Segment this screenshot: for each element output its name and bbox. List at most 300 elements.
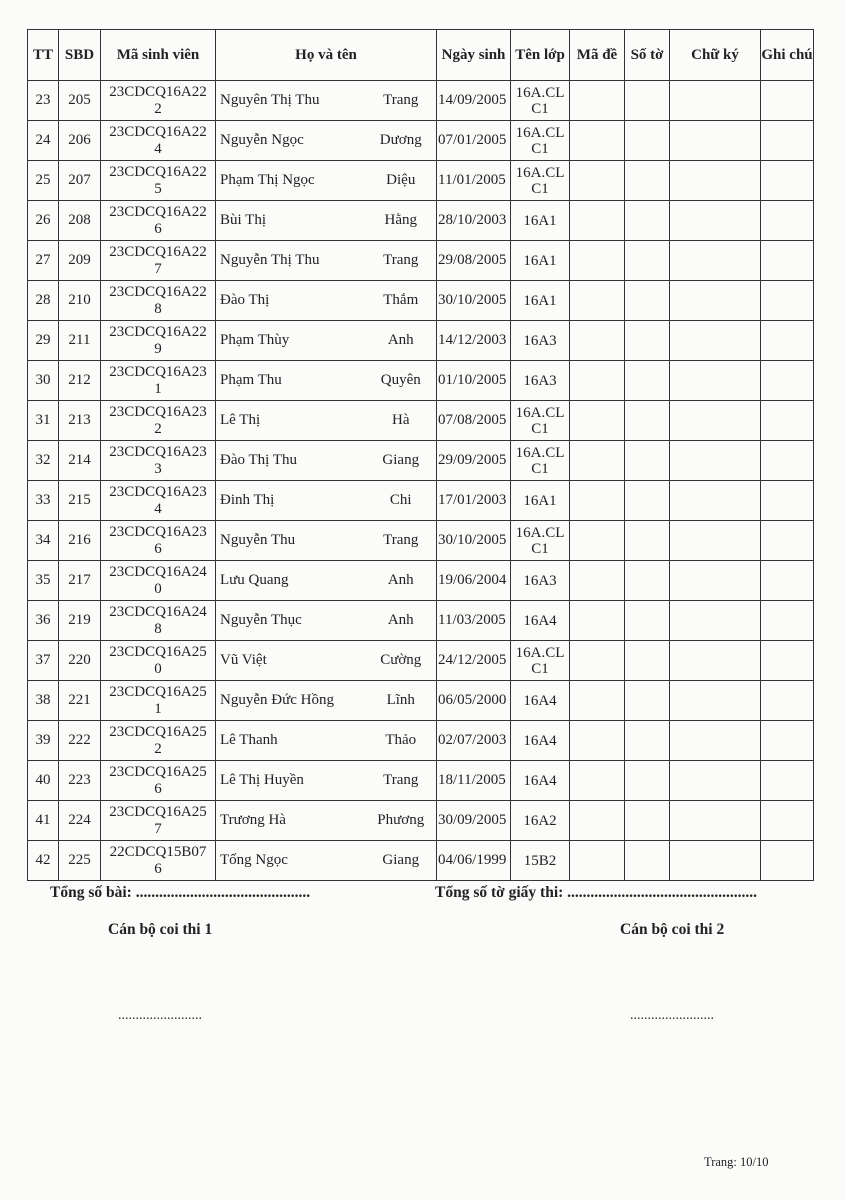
- student-id-line-2: 6: [154, 540, 162, 557]
- cell-ten-lop: [511, 721, 570, 761]
- cell-ma-de[interactable]: [570, 401, 625, 441]
- student-id-line-2: 2: [154, 740, 162, 757]
- cell-sbd: 212: [59, 361, 101, 401]
- cell-ghi-chu[interactable]: [761, 521, 814, 561]
- cell-ma-sinh-vien: [101, 281, 216, 321]
- header-sbd: SBD: [59, 30, 101, 81]
- cell-ho-dem: Nguyễn Thị Thu: [216, 241, 366, 281]
- student-id-line-1: 23CDCQ16A25: [109, 683, 207, 700]
- cell-ho-dem: Đào Thị: [216, 281, 366, 321]
- proctor-2-title: Cán bộ coi thi 2: [620, 921, 725, 938]
- cell-ho-dem: Lê Thị: [216, 401, 366, 441]
- cell-tt: 29: [28, 321, 59, 361]
- cell-ma-sinh-vien: [101, 401, 216, 441]
- cell-ten-lop: [511, 321, 570, 361]
- table-row: [28, 481, 814, 521]
- table-row: [28, 201, 814, 241]
- cell-ten: Chi: [366, 481, 437, 521]
- student-id-line-2: 6: [154, 860, 162, 877]
- class-line-2: C1: [531, 460, 549, 477]
- cell-ghi-chu[interactable]: [761, 681, 814, 721]
- cell-ten: Trang: [366, 81, 437, 121]
- student-id-line-2: 1: [154, 380, 162, 397]
- cell-ghi-chu[interactable]: [761, 361, 814, 401]
- cell-ma-de[interactable]: [570, 721, 625, 761]
- class-line-2: C1: [531, 540, 549, 557]
- cell-ghi-chu[interactable]: [761, 401, 814, 441]
- cell-tt: 27: [28, 241, 59, 281]
- header-ghi-chu: Ghi chú: [761, 30, 814, 81]
- cell-ten: Trang: [366, 761, 437, 801]
- class-line-2: C1: [531, 100, 549, 117]
- student-id-line-1: 23CDCQ16A23: [109, 363, 207, 380]
- table-row: [28, 81, 814, 121]
- cell-ghi-chu[interactable]: [761, 761, 814, 801]
- cell-ten-lop: [511, 561, 570, 601]
- table-row: [28, 161, 814, 201]
- class-line-1: 16A3: [523, 572, 557, 589]
- student-id-line-1: 23CDCQ16A23: [109, 443, 207, 460]
- header-chu-ky: Chữ ký: [670, 30, 761, 81]
- cell-chu-ky[interactable]: [670, 161, 761, 201]
- class-line-1: 16A4: [523, 732, 557, 749]
- cell-so-to[interactable]: [625, 161, 670, 201]
- student-id-line-1: 23CDCQ16A22: [109, 83, 207, 100]
- cell-sbd: 216: [59, 521, 101, 561]
- student-id-line-2: 2: [154, 420, 162, 437]
- cell-ma-de[interactable]: [570, 521, 625, 561]
- cell-ma-sinh-vien: [101, 521, 216, 561]
- cell-tt: 40: [28, 761, 59, 801]
- cell-tt: 30: [28, 361, 59, 401]
- cell-chu-ky[interactable]: [670, 321, 761, 361]
- cell-ten: Trang: [366, 241, 437, 281]
- class-line-1: 16A3: [523, 372, 557, 389]
- cell-ten-lop: [511, 401, 570, 441]
- cell-tt: 28: [28, 281, 59, 321]
- class-line-2: C1: [531, 420, 549, 437]
- cell-ngay-sinh: 07/08/2005: [437, 401, 511, 441]
- header-ten-lop: Tên lớp: [511, 30, 570, 81]
- cell-ten-lop: [511, 641, 570, 681]
- class-line-1: 16A.CL: [515, 444, 565, 461]
- cell-ma-sinh-vien: [101, 361, 216, 401]
- cell-ma-sinh-vien: [101, 121, 216, 161]
- student-id-line-2: 0: [154, 580, 162, 597]
- cell-ten: Giang: [366, 841, 437, 881]
- cell-tt: 25: [28, 161, 59, 201]
- header-row: [28, 30, 814, 81]
- cell-ma-sinh-vien: [101, 641, 216, 681]
- cell-ma-sinh-vien: [101, 561, 216, 601]
- cell-ma-sinh-vien: [101, 81, 216, 121]
- table-row: [28, 801, 814, 841]
- cell-tt: 37: [28, 641, 59, 681]
- cell-chu-ky[interactable]: [670, 121, 761, 161]
- cell-ten: Hà: [366, 401, 437, 441]
- cell-ten: Thảo: [366, 721, 437, 761]
- cell-so-to[interactable]: [625, 481, 670, 521]
- cell-ghi-chu[interactable]: [761, 601, 814, 641]
- cell-so-to[interactable]: [625, 201, 670, 241]
- proctor-1-title: Cán bộ coi thi 1: [108, 921, 213, 938]
- student-id-line-1: 23CDCQ16A22: [109, 123, 207, 140]
- total-papers-label: Tổng số bài: .............................................: [50, 884, 311, 901]
- cell-ho-dem: Phạm Thị Ngọc: [216, 161, 366, 201]
- cell-sbd: 222: [59, 721, 101, 761]
- cell-sbd: 220: [59, 641, 101, 681]
- class-line-1: 16A.CL: [515, 524, 565, 541]
- cell-chu-ky[interactable]: [670, 361, 761, 401]
- cell-ho-dem: Đinh Thị: [216, 481, 366, 521]
- cell-ghi-chu[interactable]: [761, 281, 814, 321]
- cell-ho-dem: Bùi Thị: [216, 201, 366, 241]
- cell-ho-dem: Nguyễn Thục: [216, 601, 366, 641]
- cell-chu-ky[interactable]: [670, 241, 761, 281]
- cell-ten-lop: [511, 801, 570, 841]
- cell-chu-ky[interactable]: [670, 761, 761, 801]
- cell-ho-dem: Nguyên Thị Thu: [216, 81, 366, 121]
- student-id-line-1: 23CDCQ16A24: [109, 603, 207, 620]
- table-row: [28, 441, 814, 481]
- table-row: [28, 401, 814, 441]
- cell-so-to[interactable]: [625, 441, 670, 481]
- cell-chu-ky[interactable]: [670, 441, 761, 481]
- cell-ho-dem: Vũ Việt: [216, 641, 366, 681]
- table-row: [28, 601, 814, 641]
- class-line-1: 16A4: [523, 612, 557, 629]
- cell-ho-dem: Phạm Thùy: [216, 321, 366, 361]
- cell-ma-sinh-vien: [101, 761, 216, 801]
- table-row: [28, 121, 814, 161]
- cell-ma-sinh-vien: [101, 441, 216, 481]
- cell-ghi-chu[interactable]: [761, 201, 814, 241]
- header-ma-sinh-vien: Mã sinh viên: [101, 30, 216, 81]
- cell-ma-sinh-vien: [101, 481, 216, 521]
- cell-ma-de[interactable]: [570, 441, 625, 481]
- cell-ngay-sinh: 11/03/2005: [437, 601, 511, 641]
- cell-ghi-chu[interactable]: [761, 81, 814, 121]
- student-id-line-1: 23CDCQ16A22: [109, 203, 207, 220]
- cell-ten-lop: [511, 521, 570, 561]
- student-id-line-2: 6: [154, 220, 162, 237]
- cell-sbd: 223: [59, 761, 101, 801]
- cell-ngay-sinh: 11/01/2005: [437, 161, 511, 201]
- student-id-line-2: 5: [154, 180, 162, 197]
- student-id-line-2: 6: [154, 780, 162, 797]
- cell-so-to[interactable]: [625, 361, 670, 401]
- table-row: [28, 321, 814, 361]
- cell-chu-ky[interactable]: [670, 721, 761, 761]
- class-line-2: C1: [531, 140, 549, 157]
- cell-tt: 23: [28, 81, 59, 121]
- cell-sbd: 219: [59, 601, 101, 641]
- student-id-line-2: 3: [154, 460, 162, 477]
- cell-ngay-sinh: 02/07/2003: [437, 721, 511, 761]
- class-line-1: 16A.CL: [515, 164, 565, 181]
- student-id-line-1: 23CDCQ16A22: [109, 163, 207, 180]
- cell-chu-ky[interactable]: [670, 201, 761, 241]
- cell-ma-de[interactable]: [570, 761, 625, 801]
- cell-tt: 34: [28, 521, 59, 561]
- cell-ma-de[interactable]: [570, 801, 625, 841]
- cell-ten-lop: [511, 201, 570, 241]
- proctor-1-signature-line: ........................: [118, 1008, 202, 1023]
- cell-chu-ky[interactable]: [670, 481, 761, 521]
- cell-ma-sinh-vien: [101, 601, 216, 641]
- cell-ngay-sinh: 29/08/2005: [437, 241, 511, 281]
- cell-ma-de[interactable]: [570, 841, 625, 881]
- cell-tt: 36: [28, 601, 59, 641]
- class-line-1: 16A.CL: [515, 644, 565, 661]
- cell-ghi-chu[interactable]: [761, 121, 814, 161]
- cell-ma-de[interactable]: [570, 201, 625, 241]
- cell-ho-dem: Nguyễn Đức Hồng: [216, 681, 366, 721]
- cell-ghi-chu[interactable]: [761, 441, 814, 481]
- cell-so-to[interactable]: [625, 761, 670, 801]
- cell-ho-dem: Đào Thị Thu: [216, 441, 366, 481]
- cell-chu-ky[interactable]: [670, 521, 761, 561]
- cell-ho-dem: Trương Hà: [216, 801, 366, 841]
- student-id-line-2: 7: [154, 260, 162, 277]
- student-id-line-2: 8: [154, 620, 162, 637]
- student-id-line-2: 8: [154, 300, 162, 317]
- cell-ghi-chu[interactable]: [761, 241, 814, 281]
- cell-tt: 33: [28, 481, 59, 521]
- cell-ma-sinh-vien: [101, 241, 216, 281]
- table-row: [28, 841, 814, 881]
- table-row: [28, 361, 814, 401]
- cell-ngay-sinh: 14/12/2003: [437, 321, 511, 361]
- table-row: [28, 641, 814, 681]
- cell-ten: Diệu: [366, 161, 437, 201]
- student-id-line-2: 0: [154, 660, 162, 677]
- header-ngay-sinh: Ngày sinh: [437, 30, 511, 81]
- cell-sbd: 221: [59, 681, 101, 721]
- cell-chu-ky[interactable]: [670, 681, 761, 721]
- cell-ngay-sinh: 29/09/2005: [437, 441, 511, 481]
- cell-ngay-sinh: 07/01/2005: [437, 121, 511, 161]
- cell-chu-ky[interactable]: [670, 641, 761, 681]
- cell-chu-ky[interactable]: [670, 801, 761, 841]
- cell-ten-lop: [511, 241, 570, 281]
- cell-ngay-sinh: 30/10/2005: [437, 281, 511, 321]
- cell-ghi-chu[interactable]: [761, 721, 814, 761]
- student-id-line-2: 9: [154, 340, 162, 357]
- cell-ten-lop: [511, 681, 570, 721]
- cell-ngay-sinh: 17/01/2003: [437, 481, 511, 521]
- cell-ma-sinh-vien: [101, 321, 216, 361]
- cell-ten-lop: [511, 441, 570, 481]
- cell-sbd: 207: [59, 161, 101, 201]
- cell-ten: Phương: [366, 801, 437, 841]
- cell-ma-de[interactable]: [570, 281, 625, 321]
- student-id-line-1: 23CDCQ16A22: [109, 243, 207, 260]
- cell-so-to[interactable]: [625, 81, 670, 121]
- cell-ten: Dương: [366, 121, 437, 161]
- cell-ten: Quyên: [366, 361, 437, 401]
- class-line-1: 16A1: [523, 492, 557, 509]
- cell-ma-de[interactable]: [570, 481, 625, 521]
- class-line-2: C1: [531, 660, 549, 677]
- cell-ten-lop: [511, 481, 570, 521]
- student-roster-table: [27, 29, 814, 881]
- cell-ma-de[interactable]: [570, 561, 625, 601]
- cell-ngay-sinh: 28/10/2003: [437, 201, 511, 241]
- cell-so-to[interactable]: [625, 521, 670, 561]
- cell-ma-sinh-vien: [101, 801, 216, 841]
- cell-ma-de[interactable]: [570, 81, 625, 121]
- cell-so-to[interactable]: [625, 641, 670, 681]
- cell-tt: 32: [28, 441, 59, 481]
- cell-ten-lop: [511, 761, 570, 801]
- cell-sbd: 224: [59, 801, 101, 841]
- cell-sbd: 213: [59, 401, 101, 441]
- cell-ma-de[interactable]: [570, 241, 625, 281]
- cell-tt: 35: [28, 561, 59, 601]
- class-line-2: C1: [531, 180, 549, 197]
- cell-ten: Trang: [366, 521, 437, 561]
- cell-ma-de[interactable]: [570, 601, 625, 641]
- class-line-1: 16A4: [523, 772, 557, 789]
- table-row: [28, 281, 814, 321]
- class-line-1: 16A1: [523, 292, 557, 309]
- proctor-2-signature-line: ........................: [630, 1008, 714, 1023]
- cell-ghi-chu[interactable]: [761, 641, 814, 681]
- cell-chu-ky[interactable]: [670, 81, 761, 121]
- student-id-line-1: 23CDCQ16A25: [109, 803, 207, 820]
- cell-ten: Thắm: [366, 281, 437, 321]
- cell-sbd: 217: [59, 561, 101, 601]
- student-id-line-1: 23CDCQ16A25: [109, 723, 207, 740]
- cell-tt: 26: [28, 201, 59, 241]
- cell-ngay-sinh: 01/10/2005: [437, 361, 511, 401]
- cell-ma-de[interactable]: [570, 121, 625, 161]
- cell-chu-ky[interactable]: [670, 401, 761, 441]
- cell-chu-ky[interactable]: [670, 841, 761, 881]
- cell-so-to[interactable]: [625, 281, 670, 321]
- cell-so-to[interactable]: [625, 401, 670, 441]
- cell-sbd: 215: [59, 481, 101, 521]
- student-id-line-2: 4: [154, 140, 162, 157]
- cell-ngay-sinh: 19/06/2004: [437, 561, 511, 601]
- class-line-1: 16A1: [523, 252, 557, 269]
- cell-ten: Anh: [366, 561, 437, 601]
- class-line-1: 16A1: [523, 212, 557, 229]
- cell-ten: Anh: [366, 601, 437, 641]
- cell-ngay-sinh: 14/09/2005: [437, 81, 511, 121]
- student-id-line-2: 7: [154, 820, 162, 837]
- cell-ten-lop: [511, 161, 570, 201]
- cell-ghi-chu[interactable]: [761, 801, 814, 841]
- table-row: [28, 561, 814, 601]
- cell-so-to[interactable]: [625, 241, 670, 281]
- cell-ten-lop: [511, 841, 570, 881]
- cell-ma-sinh-vien: [101, 721, 216, 761]
- cell-ngay-sinh: 06/05/2000: [437, 681, 511, 721]
- class-line-1: 15B2: [523, 852, 557, 869]
- cell-chu-ky[interactable]: [670, 601, 761, 641]
- cell-so-to[interactable]: [625, 601, 670, 641]
- cell-tt: 31: [28, 401, 59, 441]
- cell-ma-de[interactable]: [570, 361, 625, 401]
- roster-body: [28, 81, 814, 881]
- student-id-line-1: 23CDCQ16A24: [109, 563, 207, 580]
- cell-ten: Hằng: [366, 201, 437, 241]
- cell-ho-dem: Tống Ngọc: [216, 841, 366, 881]
- cell-ho-dem: Nguyễn Ngọc: [216, 121, 366, 161]
- cell-ghi-chu[interactable]: [761, 561, 814, 601]
- cell-sbd: 205: [59, 81, 101, 121]
- cell-ghi-chu[interactable]: [761, 161, 814, 201]
- cell-so-to[interactable]: [625, 681, 670, 721]
- cell-sbd: 211: [59, 321, 101, 361]
- table-row: [28, 521, 814, 561]
- student-id-line-1: 23CDCQ16A25: [109, 643, 207, 660]
- table-row: [28, 761, 814, 801]
- student-id-line-1: 22CDCQ15B07: [109, 843, 207, 860]
- cell-so-to[interactable]: [625, 121, 670, 161]
- cell-ma-de[interactable]: [570, 321, 625, 361]
- class-line-1: 16A2: [523, 812, 557, 829]
- cell-ma-de[interactable]: [570, 641, 625, 681]
- cell-ho-dem: Lê Thanh: [216, 721, 366, 761]
- class-line-1: 16A.CL: [515, 124, 565, 141]
- cell-tt: 42: [28, 841, 59, 881]
- cell-tt: 41: [28, 801, 59, 841]
- cell-ghi-chu[interactable]: [761, 841, 814, 881]
- header-so-to: Số tờ: [625, 30, 670, 81]
- cell-ngay-sinh: 04/06/1999: [437, 841, 511, 881]
- cell-ho-dem: Nguyễn Thu: [216, 521, 366, 561]
- cell-ngay-sinh: 30/09/2005: [437, 801, 511, 841]
- class-line-1: 16A.CL: [515, 84, 565, 101]
- cell-ma-de[interactable]: [570, 161, 625, 201]
- cell-sbd: 208: [59, 201, 101, 241]
- cell-chu-ky[interactable]: [670, 281, 761, 321]
- class-line-1: 16A3: [523, 332, 557, 349]
- student-id-line-1: 23CDCQ16A23: [109, 523, 207, 540]
- cell-ten: Giang: [366, 441, 437, 481]
- cell-ghi-chu[interactable]: [761, 321, 814, 361]
- header-ma-de: Mã đề: [570, 30, 625, 81]
- table-row: [28, 241, 814, 281]
- cell-ten: Cường: [366, 641, 437, 681]
- cell-ten: Anh: [366, 321, 437, 361]
- cell-so-to[interactable]: [625, 721, 670, 761]
- header-ho-va-ten: Họ và tên: [216, 30, 437, 81]
- cell-ma-sinh-vien: [101, 841, 216, 881]
- cell-so-to[interactable]: [625, 841, 670, 881]
- cell-ten: Lĩnh: [366, 681, 437, 721]
- cell-so-to[interactable]: [625, 801, 670, 841]
- cell-ten-lop: [511, 361, 570, 401]
- cell-chu-ky[interactable]: [670, 561, 761, 601]
- page-number: Trang: 10/10: [704, 1155, 769, 1169]
- student-id-line-2: 1: [154, 700, 162, 717]
- cell-tt: 24: [28, 121, 59, 161]
- total-sheets-label: Tổng số tờ giấy thi: .................................................: [435, 884, 758, 901]
- cell-ma-sinh-vien: [101, 161, 216, 201]
- cell-so-to[interactable]: [625, 561, 670, 601]
- cell-ho-dem: Phạm Thu: [216, 361, 366, 401]
- cell-ghi-chu[interactable]: [761, 481, 814, 521]
- cell-ma-de[interactable]: [570, 681, 625, 721]
- cell-ten-lop: [511, 281, 570, 321]
- class-line-1: 16A4: [523, 692, 557, 709]
- cell-sbd: 214: [59, 441, 101, 481]
- cell-so-to[interactable]: [625, 321, 670, 361]
